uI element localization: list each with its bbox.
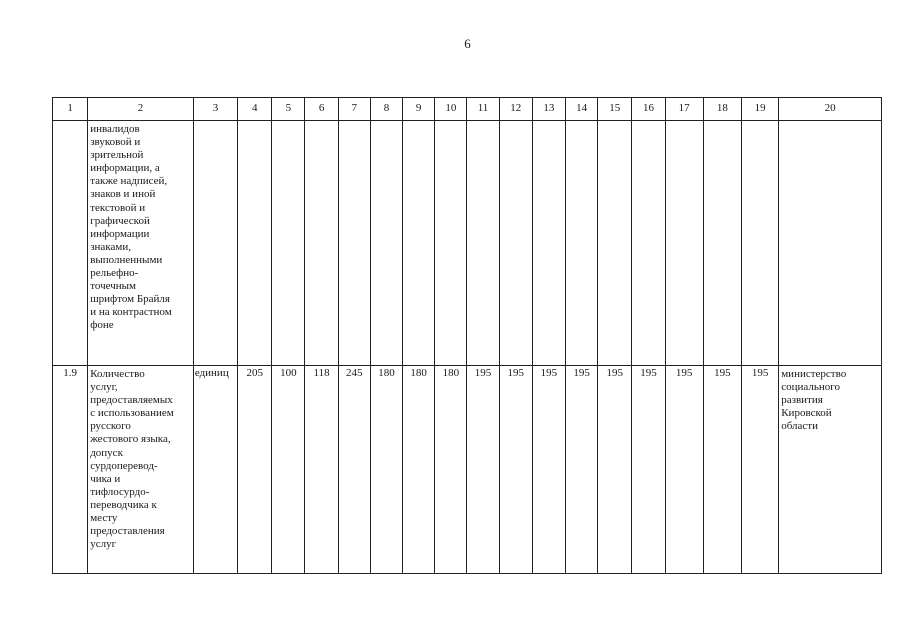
- empty-cell: [467, 121, 499, 366]
- empty-cell: [338, 121, 370, 366]
- value-cell-col-14: 195: [565, 366, 597, 574]
- empty-cell: [370, 121, 402, 366]
- empty-cell: [193, 121, 237, 366]
- indicator-name-cell: инвалидов звуковой и зрительной информации, а также надписей, знаков и иной текстовой и графической информации знаками, выполненными рельефно- точечным шрифтом Брайля и на контрастном фоне: [88, 121, 194, 366]
- value-cell-col-18: 195: [703, 366, 741, 574]
- empty-cell: [238, 121, 272, 366]
- header-col-7: 7: [338, 98, 370, 121]
- value-cell-col-9: 180: [403, 366, 435, 574]
- indicator-table: [52, 97, 882, 574]
- header-col-19: 19: [742, 98, 779, 121]
- unit-cell: единиц: [193, 366, 237, 574]
- value-cell-col-10: 180: [435, 366, 467, 574]
- header-col-2: 2: [88, 98, 194, 121]
- empty-cell: [565, 121, 597, 366]
- value-cell-col-16: 195: [632, 366, 665, 574]
- header-col-12: 12: [499, 98, 532, 121]
- header-col-16: 16: [632, 98, 665, 121]
- header-col-13: 13: [532, 98, 565, 121]
- value-cell-col-12: 195: [499, 366, 532, 574]
- empty-cell: [742, 121, 779, 366]
- header-col-8: 8: [370, 98, 402, 121]
- value-cell-col-4: 205: [238, 366, 272, 574]
- header-col-14: 14: [565, 98, 597, 121]
- empty-cell: [532, 121, 565, 366]
- header-col-20: 20: [779, 98, 882, 121]
- empty-cell: [435, 121, 467, 366]
- header-col-10: 10: [435, 98, 467, 121]
- table-row-continuation: [53, 121, 882, 366]
- page-number: 6: [464, 36, 471, 51]
- value-cell-col-11: 195: [467, 366, 499, 574]
- empty-cell: [632, 121, 665, 366]
- header-col-6: 6: [305, 98, 338, 121]
- empty-cell: [703, 121, 741, 366]
- empty-cell: [305, 121, 338, 366]
- table-row-1-9: [53, 366, 882, 574]
- value-cell-col-15: 195: [598, 366, 632, 574]
- responsible-executor-cell: министерство социального развития Кировской области: [779, 366, 882, 574]
- header-col-5: 5: [272, 98, 305, 121]
- header-col-15: 15: [598, 98, 632, 121]
- header-col-17: 17: [665, 98, 703, 121]
- row-number-cell: 1.9: [53, 366, 88, 574]
- header-col-3: 3: [193, 98, 237, 121]
- empty-cell: [272, 121, 305, 366]
- value-cell-col-6: 118: [305, 366, 338, 574]
- header-col-1: 1: [53, 98, 88, 121]
- header-col-18: 18: [703, 98, 741, 121]
- header-col-11: 11: [467, 98, 499, 121]
- row-number-cell: [53, 121, 88, 366]
- value-cell-col-19: 195: [742, 366, 779, 574]
- header-row: [53, 98, 882, 121]
- header-col-4: 4: [238, 98, 272, 121]
- empty-cell: [665, 121, 703, 366]
- empty-cell: [499, 121, 532, 366]
- empty-cell: [403, 121, 435, 366]
- value-cell-col-7: 245: [338, 366, 370, 574]
- empty-cell: [598, 121, 632, 366]
- value-cell-col-5: 100: [272, 366, 305, 574]
- value-cell-col-8: 180: [370, 366, 402, 574]
- header-col-9: 9: [403, 98, 435, 121]
- indicator-name-cell: Количество услуг, предоставляемых с использованием русского жестового языка, допуск сурдоперевод- чика и тифлосурдо- переводчика к месту предоставления услуг: [88, 366, 194, 574]
- value-cell-col-17: 195: [665, 366, 703, 574]
- empty-cell: [779, 121, 882, 366]
- value-cell-col-13: 195: [532, 366, 565, 574]
